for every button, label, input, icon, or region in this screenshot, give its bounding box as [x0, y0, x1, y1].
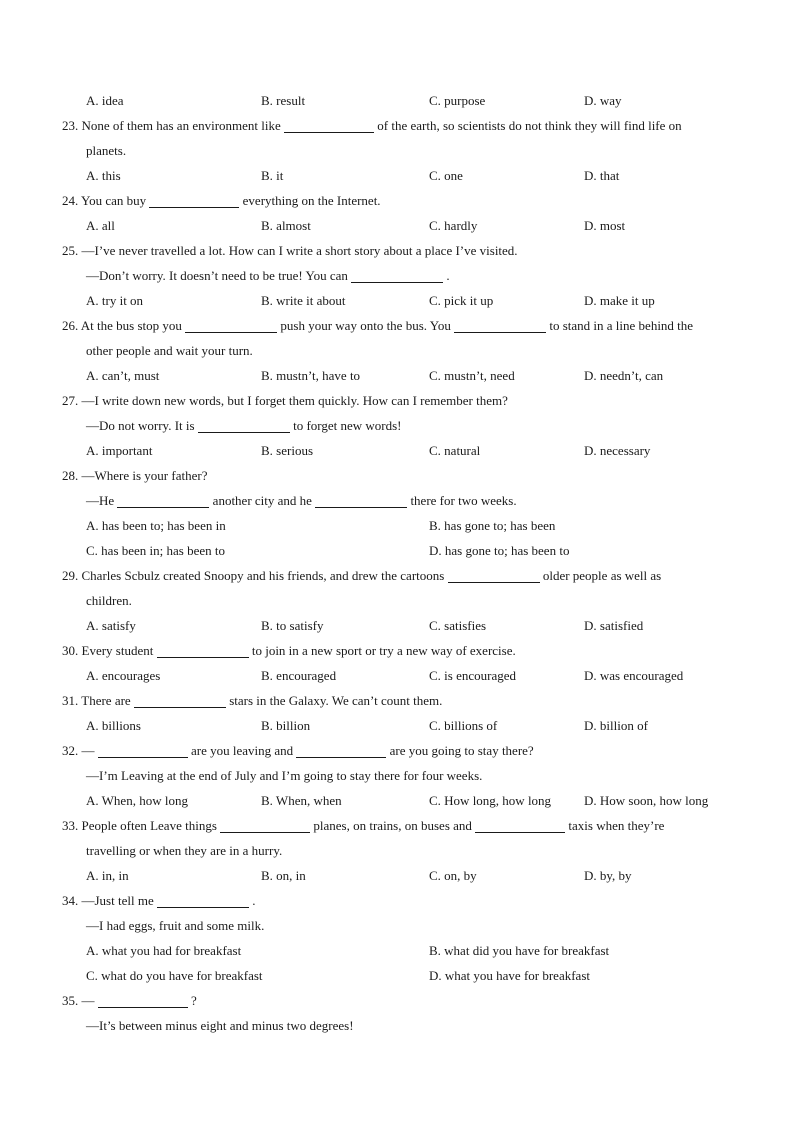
q33-stem-part-a: 33. People often Leave things: [62, 818, 217, 833]
option-c: C. satisfies: [429, 618, 487, 633]
q28-stem: 28. —Where is your father?: [62, 468, 208, 483]
q32-stem: [0, 738, 794, 763]
option-b: B. it: [261, 168, 284, 183]
answer-blank: [351, 267, 443, 283]
answer-blank: [198, 417, 290, 433]
q32-stem-part-a: 32. —: [62, 743, 95, 758]
option-c: C. one: [429, 168, 463, 183]
answer-blank: [149, 192, 239, 208]
q35-stem-part-b: ?: [191, 993, 197, 1008]
option-c: C. mustn’t, need: [429, 368, 515, 383]
q26-stem-part-b: push your way onto the bus. You: [280, 318, 451, 333]
q29-stem-part-a: 29. Charles Scbulz created Snoopy and his friends, and drew the cartoons: [62, 568, 445, 583]
q24-options: [0, 213, 794, 238]
option-b: B. serious: [261, 443, 313, 458]
option-b: B. mustn’t, have to: [261, 368, 361, 383]
option-b: B. has gone to; has been: [429, 518, 556, 533]
q25-reply: [0, 263, 794, 288]
q28-options-row-2: [0, 538, 794, 563]
option-d: D. satisfied: [584, 618, 644, 633]
q34-stem-part-a: 34. —Just tell me: [62, 893, 154, 908]
q29-stem-continued: children.: [86, 593, 132, 608]
q25-stem: 25. —I’ve never travelled a lot. How can I write a short story about a place I’ve visited.: [62, 243, 518, 258]
q34-reply: —I had eggs, fruit and some milk.: [86, 918, 265, 933]
q32-reply: —I’m Leaving at the end of July and I’m going to stay there for four weeks.: [86, 768, 483, 783]
answer-blank: [284, 117, 374, 133]
q26-stem-part-a: 26. At the bus stop you: [62, 318, 182, 333]
q30-options: [0, 663, 794, 688]
answer-blank: [157, 892, 249, 908]
q34-options-row-1: [0, 938, 794, 963]
question-sheet: [0, 88, 794, 1038]
q23-stem-part-a: 23. None of them has an environment like: [62, 118, 281, 133]
q28-reply: [0, 488, 794, 513]
option-d: D. has gone to; has been to: [429, 543, 570, 558]
q34-options-row-2: [0, 963, 794, 988]
option-b: B. billion: [261, 718, 311, 733]
option-d: D. billion of: [584, 718, 648, 733]
option-d: D. way: [584, 93, 622, 108]
option-a: A. all: [86, 218, 115, 233]
q24-stem: [0, 188, 794, 213]
q32-stem-part-c: are you going to stay there?: [389, 743, 534, 758]
option-c: C. How long, how long: [429, 793, 552, 808]
option-d: D. that: [584, 168, 620, 183]
option-d: D. How soon, how long: [584, 793, 709, 808]
option-c: C. hardly: [429, 218, 478, 233]
q26-stem-part-c: to stand in a line behind the: [549, 318, 694, 333]
answer-blank: [296, 742, 386, 758]
q28-reply-part-b: another city and he: [212, 493, 312, 508]
option-c: C. on, by: [429, 868, 477, 883]
answer-blank: [315, 492, 407, 508]
answer-blank: [117, 492, 209, 508]
q28-reply-part-c: there for two weeks.: [410, 493, 517, 508]
q29-stem: [0, 563, 794, 588]
option-a: A. what you had for breakfast: [86, 943, 242, 958]
q31-stem: [0, 688, 794, 713]
option-a: A. can’t, must: [86, 368, 160, 383]
answer-blank: [448, 567, 540, 583]
q30-stem-part-a: 30. Every student: [62, 643, 154, 658]
q29-options: [0, 613, 794, 638]
option-a: A. this: [86, 168, 121, 183]
option-a: A. satisfy: [86, 618, 136, 633]
option-d: D. was encouraged: [584, 668, 684, 683]
option-b: B. on, in: [261, 868, 306, 883]
q28-options-row-1: [0, 513, 794, 538]
option-a: A. billions: [86, 718, 141, 733]
q33-stem-part-c: taxis when they’re: [568, 818, 665, 833]
option-c: C. is encouraged: [429, 668, 517, 683]
q22-options: [0, 88, 794, 113]
option-b: B. encouraged: [261, 668, 337, 683]
q26-stem: [0, 313, 794, 338]
q24-stem-part-a: 24. You can buy: [62, 193, 147, 208]
q27-reply-part-b: to forget new words!: [293, 418, 402, 433]
answer-blank: [454, 317, 546, 333]
option-c: C. what do you have for breakfast: [86, 968, 263, 983]
q34-stem-part-b: .: [252, 893, 256, 908]
q23-stem: [0, 113, 794, 138]
option-d: D. by, by: [584, 868, 632, 883]
option-a: A. idea: [86, 93, 124, 108]
option-b: B. write it about: [261, 293, 346, 308]
option-a: A. encourages: [86, 668, 161, 683]
answer-blank: [134, 692, 226, 708]
q25-reply-part-a: —Don’t worry. It doesn’t need to be true! You can: [86, 268, 348, 283]
q23-options: [0, 163, 794, 188]
option-c: C. natural: [429, 443, 481, 458]
answer-blank: [220, 817, 310, 833]
answer-blank: [475, 817, 565, 833]
option-b: B. almost: [261, 218, 311, 233]
option-d: D. most: [584, 218, 626, 233]
q35-reply: —It’s between minus eight and minus two degrees!: [86, 1018, 354, 1033]
q31-stem-part-b: stars in the Galaxy. We can’t count them.: [229, 693, 443, 708]
q29-stem-part-b: older people as well as: [542, 568, 662, 583]
q35-stem-part-a: 35. —: [62, 993, 95, 1008]
q27-options: [0, 438, 794, 463]
option-a: A. important: [86, 443, 153, 458]
option-c: C. purpose: [429, 93, 486, 108]
q30-stem-part-b: to join in a new sport or try a new way of exercise.: [251, 643, 516, 658]
q23-stem-part-b: of the earth, so scientists do not think they will find life on: [377, 118, 682, 133]
q30-stem: [0, 638, 794, 663]
q27-reply-part-a: —Do not worry. It is: [86, 418, 195, 433]
q23-stem-continued: planets.: [86, 143, 127, 158]
option-b: B. to satisfy: [261, 618, 324, 633]
q27-reply: [0, 413, 794, 438]
q24-stem-part-b: everything on the Internet.: [242, 193, 381, 208]
option-d: D. what you have for breakfast: [429, 968, 590, 983]
q31-stem-part-a: 31. There are: [62, 693, 131, 708]
answer-blank: [98, 992, 188, 1008]
option-b: B. When, when: [261, 793, 342, 808]
answer-blank: [98, 742, 188, 758]
q25-options: [0, 288, 794, 313]
option-d: D. needn’t, can: [584, 368, 664, 383]
option-c: C. billions of: [429, 718, 498, 733]
option-a: A. has been to; has been in: [86, 518, 226, 533]
q32-stem-part-b: are you leaving and: [191, 743, 294, 758]
q34-stem: [0, 888, 794, 913]
q25-reply-part-b: .: [446, 268, 450, 283]
q26-options: [0, 363, 794, 388]
q32-options: [0, 788, 794, 813]
option-d: D. necessary: [584, 443, 651, 458]
q33-stem: [0, 813, 794, 838]
option-c: C. pick it up: [429, 293, 494, 308]
q33-options: [0, 863, 794, 888]
q33-stem-part-b: planes, on trains, on buses and: [313, 818, 472, 833]
option-a: A. try it on: [86, 293, 144, 308]
q35-stem: [0, 988, 794, 1013]
option-a: A. in, in: [86, 868, 129, 883]
answer-blank: [185, 317, 277, 333]
option-d: D. make it up: [584, 293, 655, 308]
answer-blank: [157, 642, 249, 658]
q26-stem-continued: other people and wait your turn.: [86, 343, 253, 358]
option-c: C. has been in; has been to: [86, 543, 225, 558]
option-b: B. what did you have for breakfast: [429, 943, 610, 958]
q28-reply-part-a: —He: [86, 493, 115, 508]
option-a: A. When, how long: [86, 793, 188, 808]
q27-stem: 27. —I write down new words, but I forget them quickly. How can I remember them?: [62, 393, 508, 408]
option-b: B. result: [261, 93, 306, 108]
q33-stem-continued: travelling or when they are in a hurry.: [86, 843, 283, 858]
q31-options: [0, 713, 794, 738]
